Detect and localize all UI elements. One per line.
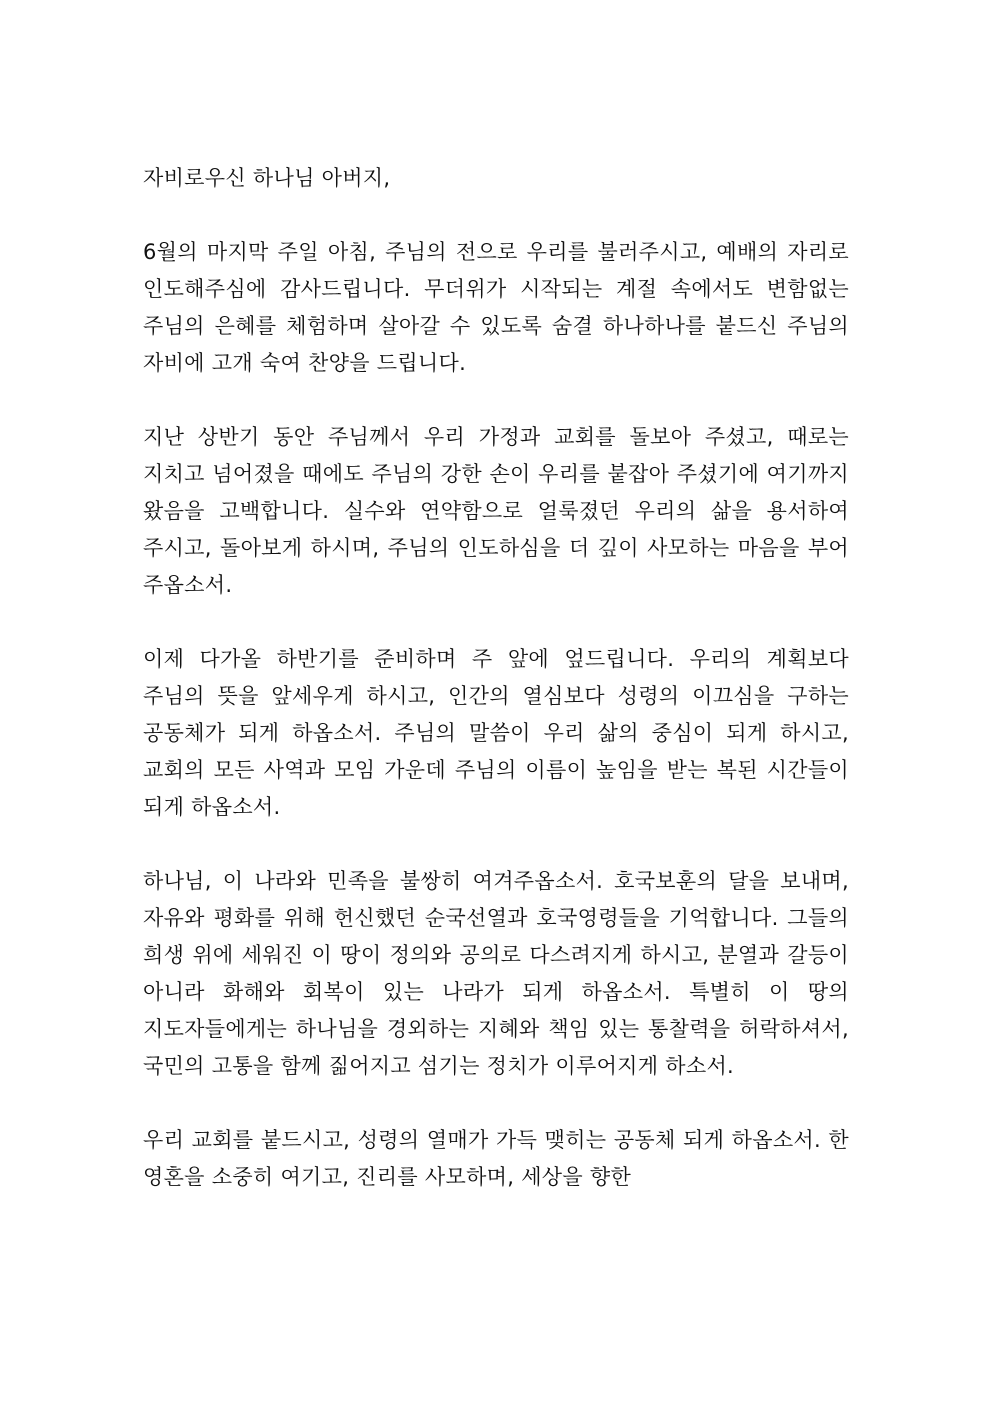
paragraph-2: 지난 상반기 동안 주님께서 우리 가정과 교회를 돌보아 주셨고, 때로는 지치고 넘어졌을 때에도 주님의 강한 손이 우리를 붙잡아 주셨기에 여기까지 왔음을 고백합니다. 실수와 연약함으로 얼룩졌던 우리의 삶을 용서하여 주시고, 돌아보게 하시며, 주님의 인도하심을 더 깊이 사모하는 마음을 부어 주옵소서.: [143, 425, 849, 597]
greeting-line: 자비로우신 하나님 아버지,: [143, 166, 391, 190]
paragraph-3: 이제 다가올 하반기를 준비하며 주 앞에 엎드립니다. 우리의 계획보다 주님의 뜻을 앞세우게 하시고, 인간의 열심보다 성령의 이끄심을 구하는 공동체가 되게 하옵소서. 주님의 말씀이 우리 삶의 중심이 되게 하시고, 교회의 모든 사역과 모임 가운데 주님의 이름이 높임을 받는 복된 시간들이 되게 하옵소서.: [143, 647, 849, 819]
paragraph-4: 하나님, 이 나라와 민족을 불쌍히 여겨주옵소서. 호국보훈의 달을 보내며, 자유와 평화를 위해 헌신했던 순국선열과 호국영령들을 기억합니다. 그들의 희생 위에 세워진 이 땅이 정의와 공의로 다스려지게 하시고, 분열과 갈등이 아니라 화해와 회복이 있는 나라가 되게 하옵소서. 특별히 이 땅의 지도자들에게는 하나님을 경외하는 지혜와 책임 있는 통찰력을 허락하셔서, 국민의 고통을 함께 짊어지고 섬기는 정치가 이루어지게 하소서.: [143, 869, 849, 1078]
paragraph-1: 6월의 마지막 주일 아침, 주님의 전으로 우리를 불러주시고, 예배의 자리로 인도해주심에 감사드립니다. 무더위가 시작되는 계절 속에서도 변함없는 주님의 은혜를 체험하며 살아갈 수 있도록 숨결 하나하나를 붙드신 주님의 자비에 고개 숙여 찬양을 드립니다.: [143, 240, 849, 375]
paragraph-5: 우리 교회를 붙드시고, 성령의 열매가 가득 맺히는 공동체 되게 하옵소서. 한 영혼을 소중히 여기고, 진리를 사모하며, 세상을 향한: [143, 1128, 849, 1189]
prayer-text: [143, 160, 849, 1233]
